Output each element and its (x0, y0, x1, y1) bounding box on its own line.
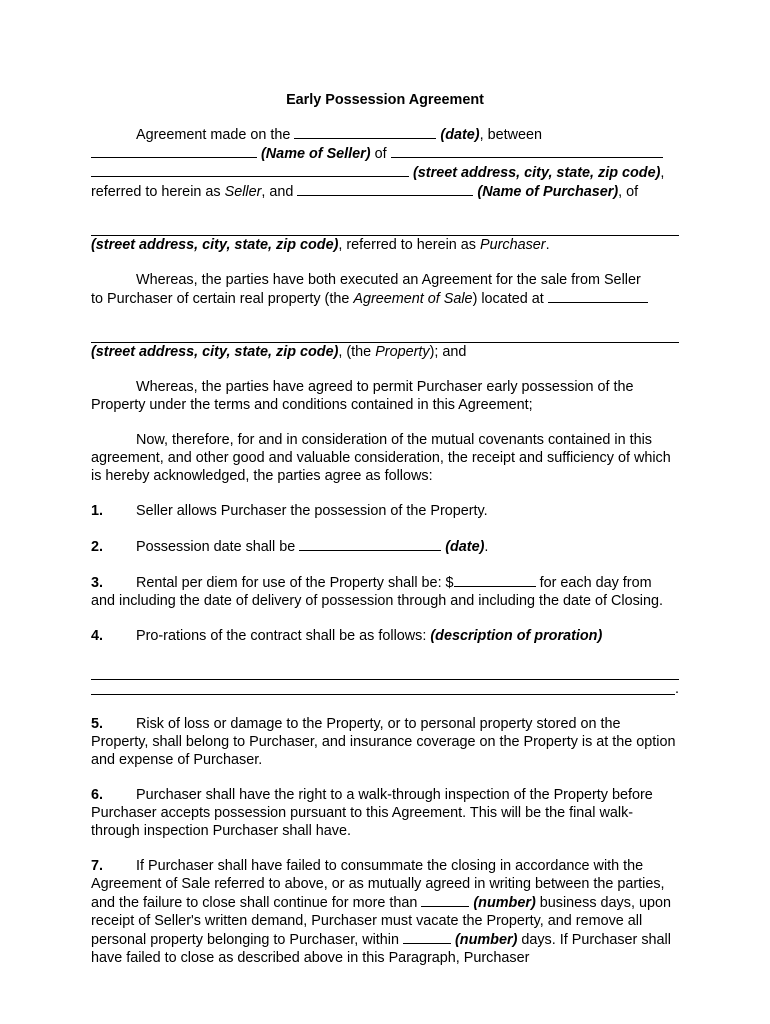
purchaser-name-blank[interactable] (297, 182, 473, 196)
clause-6: 6. Purchaser shall have the right to a walk-through inspection of the Property before Purchaser accepts possession pursuant to this Agreement. This will be the final walk-through inspection Purchaser shall have. (91, 787, 653, 839)
vacate-days-blank[interactable] (403, 930, 451, 944)
now-therefore-paragraph: Now, therefore, for and in consideration of the mutual covenants contained in this agreement, and other good and valuable consideration, the receipt and sufficiency of which is hereby acknowledged, the parties agree as follows: (91, 432, 671, 484)
page-title: Early Possession Agreement (286, 92, 484, 108)
seller-name-blank[interactable] (91, 144, 257, 158)
business-days-blank[interactable] (421, 893, 469, 907)
agreement-body: Early Possession Agreement Agreement made on the (date), between (Name of Seller) of (street address, city, state, zip code), referred to herein as Seller, and (Name of Purchaser), of (street address, city, state, zip code), referred to herein as Purchaser. Whereas, the parties have both executed an Agreement for the sale from Seller to Purchaser of certain real property (the Agreement of Sale) located at (street address, city, state, zip code), (the Property); and Whereas, the parties have agreed to permit Purchaser early possession of the Property under the terms and conditions contained in this Agreement; Now, therefore, for and in consideration of the mutual covenants contained in this agreement, and other good and valuable consideration, the receipt and sufficiency of which is hereby acknowledged, the parties agree as follows: 1. Seller allows Purchaser the possession of the Property. 2. Possession date shall be (date). 3. Rental per diem for use of the Property shall be: $ for each day from and including the date of delivery of possession through and including the date of Closing. 4. Pro-rations of the contract shall be as follows: (description of proration) . 5. Risk of loss or damage to the Property, or to personal property stored on the Property, shall belong to Purchaser, and insurance coverage on the Property is at the option and expense of Purchaser. 6. Purchaser shall have the right to a walk-through inspection of the Property before Purchaser accepts possession pursuant to this Agreement. This will be the final walk-through inspection Purchaser shall have. 7. If Purchaser shall have failed to consummate the closing in accordance with the Agreement of Sale referred to above, or as mutually agreed in writing between the parties, and the failure to close shall continue for more than (number) business days, upon receipt of Seller's written demand, Purchaser must vacate the Property, and remove all personal property belonging to Purchaser, within (number) days. If Purchaser shall have failed to close as described above in this Paragraph, Purchaser (91, 92, 679, 966)
clause-2: 2. Possession date shall be (date). (91, 539, 489, 555)
intro-paragraph: Agreement made on the (date), between (Name of Seller) of (street address, city, state, zip code), referred to herein as Seller, and (Name of Purchaser), of (91, 127, 665, 200)
purchaser-address-blank[interactable] (91, 218, 679, 236)
proration-blank-1[interactable] (91, 662, 679, 680)
clause-1: 1. Seller allows Purchaser the possession of the Property. (91, 503, 488, 519)
property-location-blank-2[interactable] (91, 325, 679, 343)
date-blank[interactable] (294, 125, 436, 139)
whereas-paragraph-2: Whereas, the parties have agreed to permit Purchaser early possession of the Property under the terms and conditions contained in this Agreement; (91, 379, 634, 413)
clause-5: 5. Risk of loss or damage to the Property, or to personal property stored on the Property, shall belong to Purchaser, and insurance coverage on the Property is at the option and expense of Purchaser. (91, 716, 676, 768)
seller-address-blank-1[interactable] (391, 144, 663, 158)
proration-blank-row: . (91, 680, 679, 698)
property-location-blank-1[interactable] (548, 289, 648, 303)
whereas-paragraph-1: Whereas, the parties have both executed an Agreement for the sale from Seller to Purchaser of certain real property (the Agreement of Sale) located at (91, 271, 679, 308)
clause-4: 4. Pro-rations of the contract shall be as follows: (description of proration) (91, 628, 603, 644)
possession-date-blank[interactable] (299, 537, 441, 551)
rental-amount-blank[interactable] (454, 573, 536, 587)
proration-blank-2[interactable] (91, 681, 675, 695)
seller-address-blank-2[interactable] (91, 163, 409, 177)
clause-3: 3. Rental per diem for use of the Property shall be: $ for each day from and including the date of delivery of possession through and including the date of Closing. (91, 575, 664, 609)
clause-7: 7. If Purchaser shall have failed to consummate the closing in accordance with the Agreement of Sale referred to above, or as mutually agreed in writing between the parties, and the failure to close shall continue for more than (number) business days, upon receipt of Seller's written demand, Purchaser must vacate the Property, and remove all personal property belonging to Purchaser, within (number) days. If Purchaser shall have failed to close as described above in this Paragraph, Purchaser (91, 858, 671, 966)
